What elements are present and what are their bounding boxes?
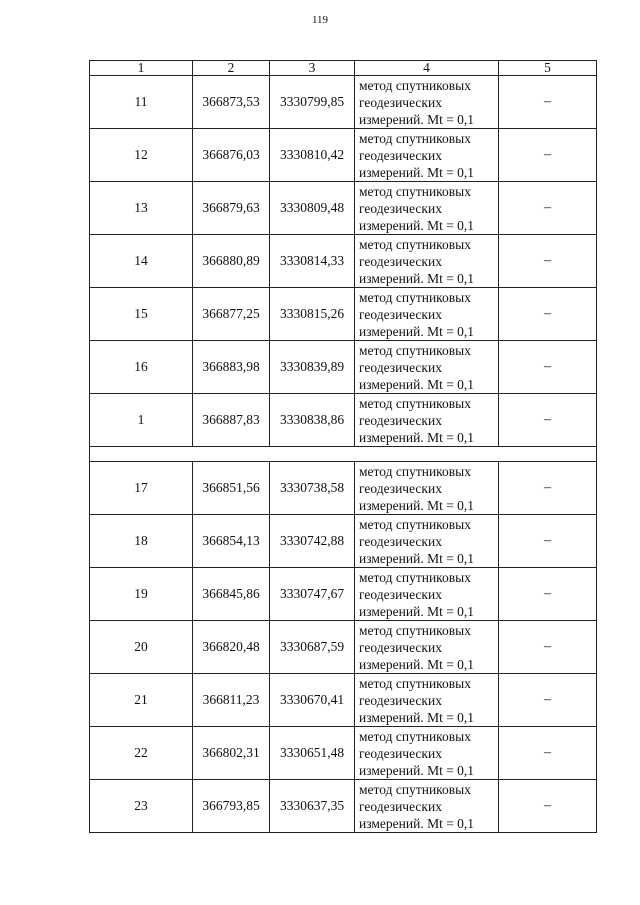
- y-coordinate-cell: 3330637,35: [270, 780, 355, 833]
- method-text-line: геодезических: [359, 412, 442, 428]
- method-cell: [355, 727, 499, 780]
- method-text-line: геодезических: [359, 94, 442, 110]
- x-coordinate-cell: 366845,86: [193, 568, 270, 621]
- method-text-line: метод спутниковых: [359, 622, 471, 638]
- x-coordinate-cell: 366873,53: [193, 76, 270, 129]
- y-coordinate-cell: 3330810,42: [270, 129, 355, 182]
- y-coordinate-cell: 3330747,67: [270, 568, 355, 621]
- method-text-line: метод спутниковых: [359, 289, 471, 305]
- method-text-line: измерений. Mt = 0,1: [359, 709, 475, 725]
- method-cell: [355, 515, 499, 568]
- table-row: [90, 621, 597, 674]
- method-text-line: измерений. Mt = 0,1: [359, 550, 475, 566]
- y-coordinate-cell: 3330670,41: [270, 674, 355, 727]
- point-number-cell: 11: [90, 76, 193, 129]
- x-coordinate-cell: 366880,89: [193, 235, 270, 288]
- method-text-line: измерений. Mt = 0,1: [359, 323, 475, 339]
- header-cell-3: 3: [270, 61, 355, 76]
- method-text-line: измерений. Mt = 0,1: [359, 270, 475, 286]
- table-row: [90, 341, 597, 394]
- method-text-line: метод спутниковых: [359, 516, 471, 532]
- point-number-cell: 13: [90, 182, 193, 235]
- method-text-line: метод спутниковых: [359, 463, 471, 479]
- group-separator-cell: [90, 447, 597, 462]
- method-cell: [355, 394, 499, 447]
- table-row: [90, 462, 597, 515]
- y-coordinate-cell: 3330651,48: [270, 727, 355, 780]
- x-coordinate-cell: 366887,83: [193, 394, 270, 447]
- y-coordinate-cell: 3330738,58: [270, 462, 355, 515]
- method-text-line: геодезических: [359, 359, 442, 375]
- note-cell: –: [499, 129, 597, 182]
- point-number-cell: 19: [90, 568, 193, 621]
- header-row: [90, 61, 597, 76]
- method-cell: [355, 182, 499, 235]
- method-text-line: метод спутниковых: [359, 781, 471, 797]
- method-text-line: метод спутниковых: [359, 236, 471, 252]
- table-row: [90, 727, 597, 780]
- note-cell: –: [499, 462, 597, 515]
- note-cell: –: [499, 727, 597, 780]
- method-text-line: метод спутниковых: [359, 675, 471, 691]
- table-row: [90, 288, 597, 341]
- point-number-cell: 21: [90, 674, 193, 727]
- table-row: [90, 76, 597, 129]
- note-cell: –: [499, 780, 597, 833]
- method-cell: [355, 780, 499, 833]
- table-row: [90, 394, 597, 447]
- method-cell: [355, 129, 499, 182]
- note-cell: –: [499, 182, 597, 235]
- method-text-line: измерений. Mt = 0,1: [359, 429, 475, 445]
- point-number-cell: 23: [90, 780, 193, 833]
- point-number-cell: 15: [90, 288, 193, 341]
- method-cell: [355, 288, 499, 341]
- point-number-cell: 1: [90, 394, 193, 447]
- method-text-line: геодезических: [359, 586, 442, 602]
- y-coordinate-cell: 3330687,59: [270, 621, 355, 674]
- method-text-line: геодезических: [359, 692, 442, 708]
- table-row: [90, 568, 597, 621]
- x-coordinate-cell: 366876,03: [193, 129, 270, 182]
- y-coordinate-cell: 3330799,85: [270, 76, 355, 129]
- table-row: [90, 515, 597, 568]
- x-coordinate-cell: 366802,31: [193, 727, 270, 780]
- header-cell-2: 2: [193, 61, 270, 76]
- method-text-line: геодезических: [359, 306, 442, 322]
- method-text-line: геодезических: [359, 253, 442, 269]
- point-number-cell: 18: [90, 515, 193, 568]
- point-number-cell: 14: [90, 235, 193, 288]
- note-cell: –: [499, 288, 597, 341]
- table-row: [90, 674, 597, 727]
- note-cell: –: [499, 515, 597, 568]
- y-coordinate-cell: 3330815,26: [270, 288, 355, 341]
- method-text-line: геодезических: [359, 480, 442, 496]
- method-text-line: геодезических: [359, 639, 442, 655]
- method-text-line: измерений. Mt = 0,1: [359, 164, 475, 180]
- method-text-line: измерений. Mt = 0,1: [359, 111, 475, 127]
- x-coordinate-cell: 366883,98: [193, 341, 270, 394]
- x-coordinate-cell: 366854,13: [193, 515, 270, 568]
- table-row: [90, 235, 597, 288]
- y-coordinate-cell: 3330839,89: [270, 341, 355, 394]
- method-text-line: измерений. Mt = 0,1: [359, 656, 475, 672]
- page-number: 119: [311, 14, 329, 26]
- table-body: [90, 61, 597, 833]
- x-coordinate-cell: 366820,48: [193, 621, 270, 674]
- table-row: [90, 129, 597, 182]
- method-text-line: метод спутниковых: [359, 569, 471, 585]
- method-text-line: метод спутниковых: [359, 728, 471, 744]
- method-cell: [355, 621, 499, 674]
- x-coordinate-cell: 366879,63: [193, 182, 270, 235]
- point-number-cell: 22: [90, 727, 193, 780]
- method-text-line: геодезических: [359, 200, 442, 216]
- method-text-line: геодезических: [359, 745, 442, 761]
- note-cell: –: [499, 674, 597, 727]
- y-coordinate-cell: 3330742,88: [270, 515, 355, 568]
- x-coordinate-cell: 366851,56: [193, 462, 270, 515]
- method-cell: [355, 674, 499, 727]
- group-separator-row: [90, 447, 597, 462]
- method-text-line: измерений. Mt = 0,1: [359, 497, 475, 513]
- method-text-line: измерений. Mt = 0,1: [359, 815, 475, 831]
- method-cell: [355, 341, 499, 394]
- note-cell: –: [499, 76, 597, 129]
- method-cell: [355, 235, 499, 288]
- method-text-line: измерений. Mt = 0,1: [359, 217, 475, 233]
- method-text-line: геодезических: [359, 147, 442, 163]
- table-row: [90, 182, 597, 235]
- note-cell: –: [499, 568, 597, 621]
- note-cell: –: [499, 394, 597, 447]
- method-cell: [355, 76, 499, 129]
- table-row: [90, 780, 597, 833]
- method-text-line: метод спутниковых: [359, 183, 471, 199]
- header-cell-1: 1: [90, 61, 193, 76]
- x-coordinate-cell: 366877,25: [193, 288, 270, 341]
- method-text-line: метод спутниковых: [359, 395, 471, 411]
- method-text-line: геодезических: [359, 533, 442, 549]
- point-number-cell: 17: [90, 462, 193, 515]
- method-cell: [355, 568, 499, 621]
- method-text-line: измерений. Mt = 0,1: [359, 762, 475, 778]
- method-text-line: геодезических: [359, 798, 442, 814]
- coordinates-table: [89, 60, 597, 833]
- point-number-cell: 20: [90, 621, 193, 674]
- header-cell-4: 4: [355, 61, 499, 76]
- y-coordinate-cell: 3330814,33: [270, 235, 355, 288]
- method-text-line: измерений. Mt = 0,1: [359, 603, 475, 619]
- header-cell-5: 5: [499, 61, 597, 76]
- y-coordinate-cell: 3330838,86: [270, 394, 355, 447]
- point-number-cell: 12: [90, 129, 193, 182]
- method-text-line: метод спутниковых: [359, 130, 471, 146]
- method-cell: [355, 462, 499, 515]
- y-coordinate-cell: 3330809,48: [270, 182, 355, 235]
- method-text-line: метод спутниковых: [359, 77, 471, 93]
- note-cell: –: [499, 235, 597, 288]
- method-text-line: метод спутниковых: [359, 342, 471, 358]
- method-text-line: измерений. Mt = 0,1: [359, 376, 475, 392]
- note-cell: –: [499, 621, 597, 674]
- x-coordinate-cell: 366811,23: [193, 674, 270, 727]
- note-cell: –: [499, 341, 597, 394]
- point-number-cell: 16: [90, 341, 193, 394]
- x-coordinate-cell: 366793,85: [193, 780, 270, 833]
